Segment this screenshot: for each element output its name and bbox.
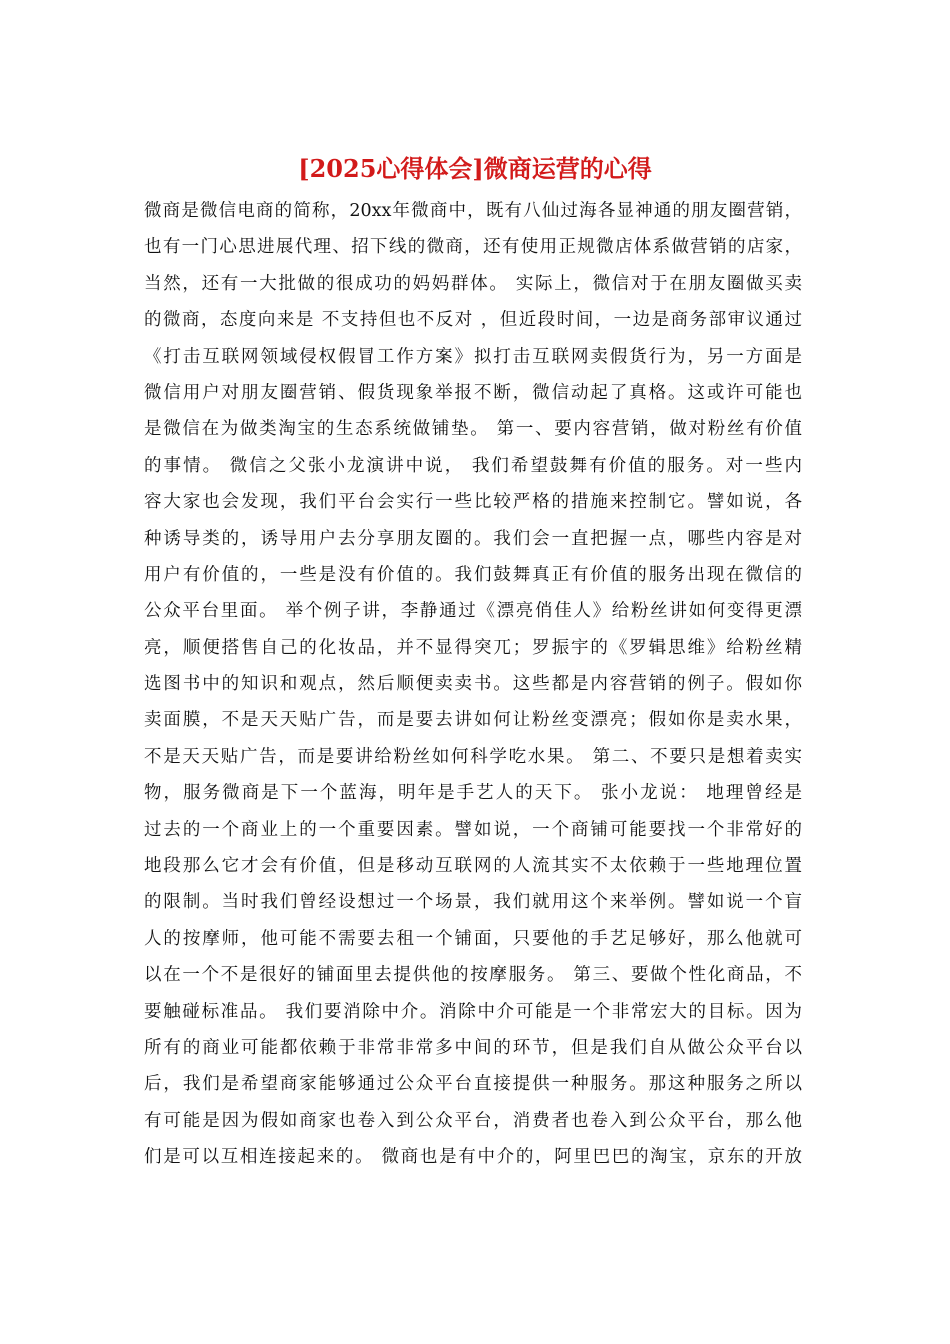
body-line: 有可能是因为假如商家也卷入到公众平台，消费者也卷入到公众平台，那么他 bbox=[144, 1110, 802, 1131]
body-line: 用户有价值的，一些是没有价值的。我们鼓舞真正有价值的服务出现在微信的 bbox=[144, 564, 802, 585]
body-line: 的事情。 微信之父张小龙演讲中说， 我们希望鼓舞有价值的服务。对一些内 bbox=[144, 455, 802, 476]
body-line: 微商是微信电商的简称，20xx年微商中，既有八仙过海各显神通的朋友圈营销， bbox=[144, 201, 802, 221]
body-line: 的微商，态度向来是 不支持但也不反对 ，但近段时间，一边是商务部审议通过 bbox=[144, 310, 802, 331]
body-line: 公众平台里面。 举个例子讲，李静通过《漂亮俏佳人》给粉丝讲如何变得更漂 bbox=[144, 601, 802, 622]
body-line: 要触碰标准品。 我们要消除中介。消除中介可能是一个非常宏大的目标。因为 bbox=[144, 1001, 802, 1022]
body-line: 容大家也会发现，我们平台会实行一些比较严格的措施来控制它。譬如说，各 bbox=[144, 492, 802, 513]
body-line: 亮，顺便搭售自己的化妆品，并不显得突兀；罗振宇的《罗辑思维》给粉丝精 bbox=[144, 637, 802, 658]
body-line: 当然，还有一大批做的很成功的妈妈群体。 实际上，微信对于在朋友圈做买卖 bbox=[144, 273, 802, 294]
body-line: 地段那么它才会有价值，但是移动互联网的人流其实不太依赖于一些地理位置 bbox=[144, 856, 802, 877]
body-line: 选图书中的知识和观点，然后顺便卖卖书。这些都是内容营销的例子。假如你 bbox=[144, 674, 802, 695]
document-body bbox=[144, 193, 802, 1176]
body-line: 过去的一个商业上的一个重要因素。譬如说，一个商铺可能要找一个非常好的 bbox=[144, 819, 802, 840]
document-title: [2025心得体会]微商运营的心得 bbox=[298, 154, 652, 183]
body-line: 种诱导类的，诱导用户去分享朋友圈的。我们会一直把握一点，哪些内容是对 bbox=[144, 528, 802, 549]
body-line: 《打击互联网领域侵权假冒工作方案》拟打击互联网卖假货行为，另一方面是 bbox=[144, 346, 802, 367]
body-line: 后，我们是希望商家能够通过公众平台直接提供一种服务。那这种服务之所以 bbox=[144, 1074, 802, 1095]
body-line: 也有一门心思进展代理、招下线的微商，还有使用正规微店体系做营销的店家， bbox=[144, 237, 802, 258]
body-line: 不是天天贴广告，而是要讲给粉丝如何科学吃水果。 第二、不要只是想着卖实 bbox=[144, 746, 802, 767]
body-line: 所有的商业可能都依赖于非常非常多中间的环节，但是我们自从做公众平台以 bbox=[144, 1037, 802, 1058]
body-line: 以在一个不是很好的铺面里去提供他的按摩服务。 第三、要做个性化商品，不 bbox=[144, 965, 802, 986]
body-line: 们是可以互相连接起来的。 微商也是有中介的，阿里巴巴的淘宝，京东的开放 bbox=[144, 1147, 802, 1168]
body-line: 的限制。当时我们曾经设想过一个场景，我们就用这个来举例。譬如说一个盲 bbox=[144, 892, 802, 913]
body-line: 卖面膜，不是天天贴广告，而是要去讲如何让粉丝变漂亮；假如你是卖水果， bbox=[144, 710, 802, 731]
body-line: 微信用户对朋友圈营销、假货现象举报不断，微信动起了真格。这或许可能也 bbox=[144, 382, 802, 403]
body-line: 是微信在为做类淘宝的生态系统做铺垫。 第一、要内容营销，做对粉丝有价值 bbox=[144, 419, 802, 440]
body-line: 人的按摩师，他可能不需要去租一个铺面，只要他的手艺足够好，那么他就可 bbox=[144, 928, 802, 949]
body-line: 物，服务微商是下一个蓝海，明年是手艺人的天下。 张小龙说： 地理曾经是 bbox=[144, 783, 802, 804]
